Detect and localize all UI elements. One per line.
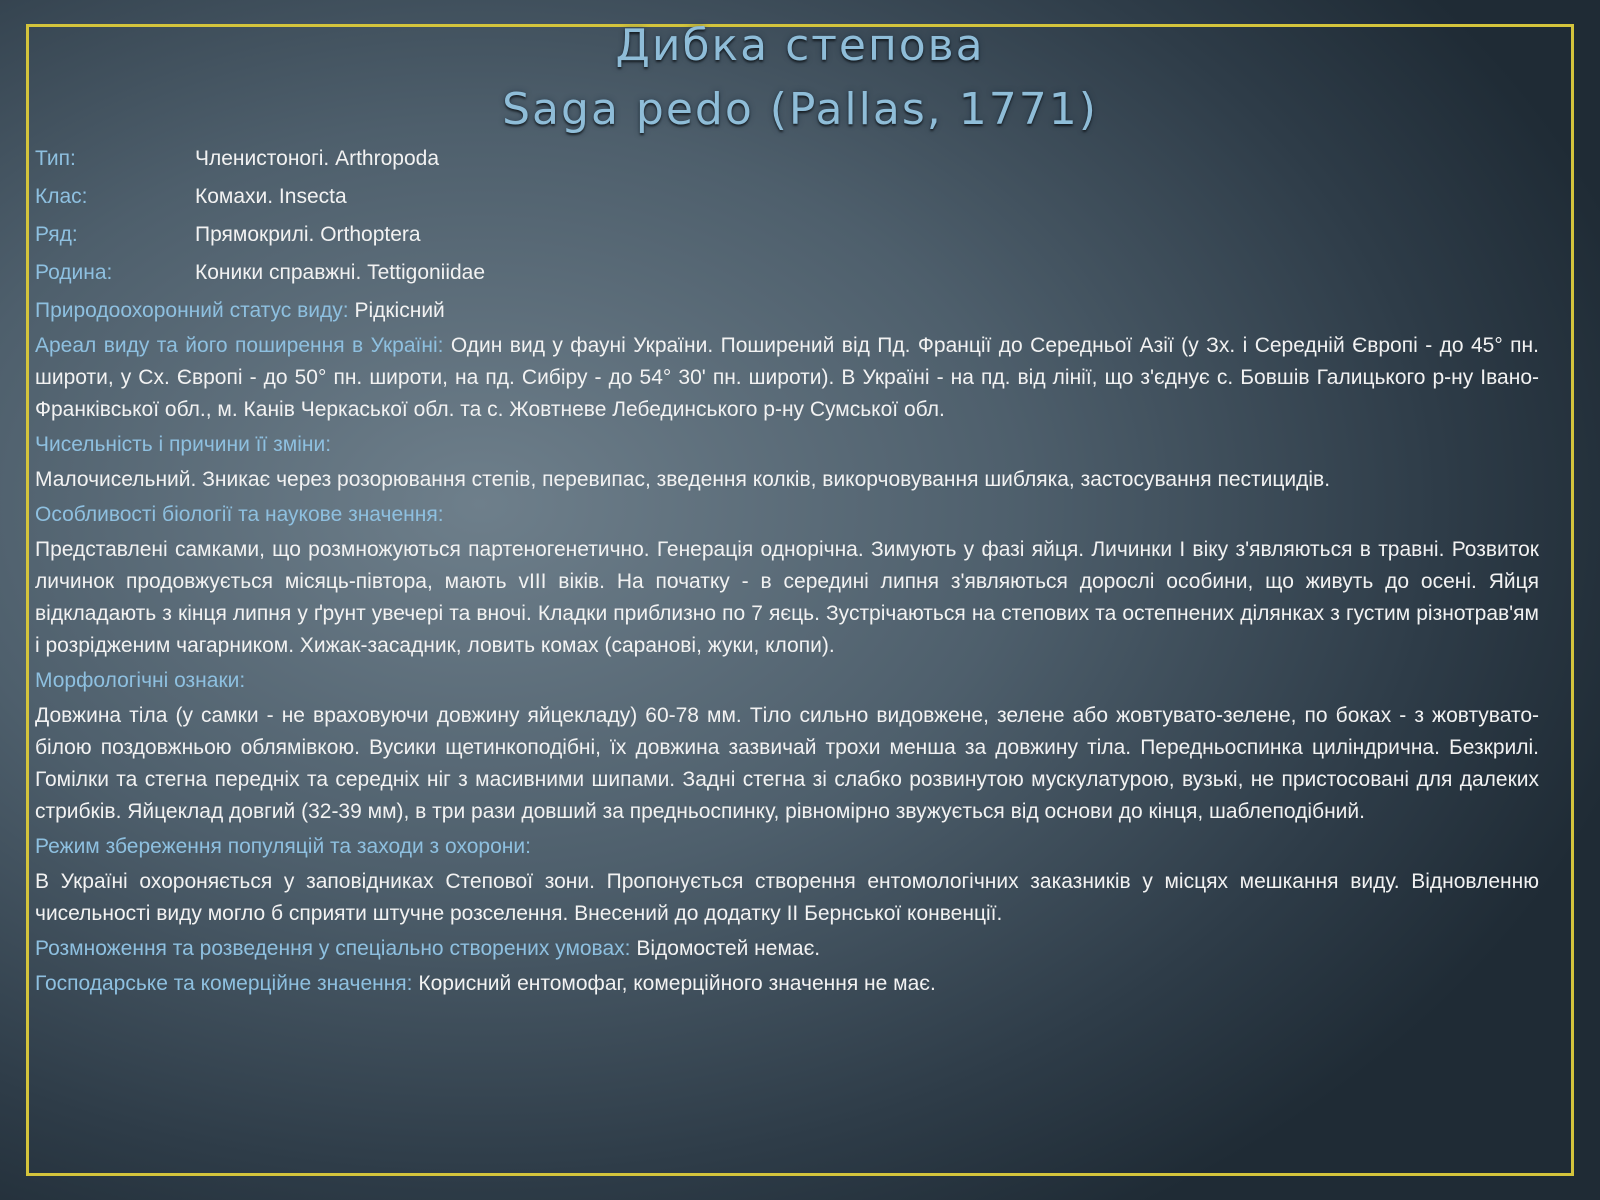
slide-content [35,140,1539,1003]
status-value: Рідкісний [348,299,445,322]
range-value: Один вид у фауні України. Поширений від Пд. Франції до Середньої Азії (у Зх. і Середній Європі - до 45° пн. широти, у Сх. Європі - до 50° пн. широти, на пд. Сибіру - до 54° 30' пн. широти). В Україні - на пд. від лінії, що з'єднує с. Бовшів Галицького р-ну Івано-Франківської обл., м. Канів Черкаської обл. та с. Жовтневе Лебединського р-ну Сумської обл. [35,334,1539,421]
taxonomy-row-class [35,178,1539,216]
title-line-2: Saga pedo (Pallas, 1771) [502,84,1098,135]
breeding-label: Розмноження та розведення у спеціально створених умовах: [35,937,631,960]
biology-heading: Особливості біології та наукове значення: [35,503,444,526]
taxonomy-label: Ряд: [35,223,78,246]
range-paragraph [35,330,1539,426]
economic-paragraph [35,968,1539,1000]
morphology-heading: Морфологічні ознаки: [35,669,246,692]
taxonomy-label: Клас: [35,185,88,208]
biology-text: Представлені самками, що розмножуються партеногенетично. Генерація однорічна. Зимують у фазі яйця. Личинки І віку з'являються в травні. Розвиток личинок продовжується місяць-півтора, мають vІІІ віків. На початку - в середині липня з'являються дорослі особини, що живуть до осені. Яйця відкладають з кінця липня у ґрунт увечері та вночі. Кладки приблизно по 7 яєць. Зустрічаються на степових та остепнених ділянках з густим різнотрав'ям і розрідженим чагарником. Хижак-засадник, ловить комах (саранові, жуки, клопи). [35,538,1539,657]
morphology-text: Довжина тіла (у самки - не враховуючи довжину яйцекладу) 60-78 мм. Тіло сильно видовжене, зелене або жовтувато-зелене, по боках - з жовтувато-білою поздовжньою облямівкою. Вусики щетинкоподібні, їх довжина зазвичай трохи менша за довжину тіла. Передньоспинка циліндрична. Безкрилі. Гомілки та стегна передніх та середніх ніг з масивними шипами. Задні стегна зі слабко розвинутою мускулатурою, вузькі, не пристосовані для далеких стрибків. Яйцеклад довгий (32-39 мм), в три рази довший за предньоспинку, рівномірно звужується від основи до кінця, шаблеподібний. [35,704,1539,823]
breeding-value: Відомостей немає. [630,937,821,960]
taxonomy-value: Коники справжні. Tettigoniidae [195,261,486,284]
protection-heading: Режим збереження популяцій та заходи з охорони: [35,835,531,858]
status-paragraph [35,295,1539,327]
economic-value: Корисний ентомофаг, комерційного значення не має. [412,972,936,995]
abundance-heading: Чисельність і причини її зміни: [35,433,332,456]
taxonomy-value: Членистоногі. Arthropoda [195,147,439,170]
protection-text: В Україні охороняється у заповідниках Степової зони. Пропонується створення ентомологічних заказників у місцях мешкання виду. Відновленню чисельності виду могло б сприяти штучне розселення. Внесений до додатку ІІ Бернської конвенції. [35,870,1539,925]
range-label: Ареал виду та його поширення в Україні: [35,334,444,357]
taxonomy-value: Комахи. Insecta [195,185,347,208]
economic-label: Господарське та комерційне значення: [35,972,413,995]
taxonomy-label: Родина: [35,261,113,284]
taxonomy-row-type [35,140,1539,178]
taxonomy-row-family [35,254,1539,292]
taxonomy-label: Тип: [35,147,76,170]
status-label: Природоохоронний статус виду: [35,299,349,322]
breeding-paragraph [35,933,1539,965]
abundance-text: Малочисельний. Зникає через розорювання степів, перевипас, зведення колків, викорчовування шибляка, застосування пестицидів. [35,468,1331,491]
taxonomy-row-order [35,216,1539,254]
taxonomy-value: Прямокрилі. Orthoptera [195,223,421,246]
title-line-1: Дибка степова [615,20,985,71]
slide-title [0,14,1600,142]
